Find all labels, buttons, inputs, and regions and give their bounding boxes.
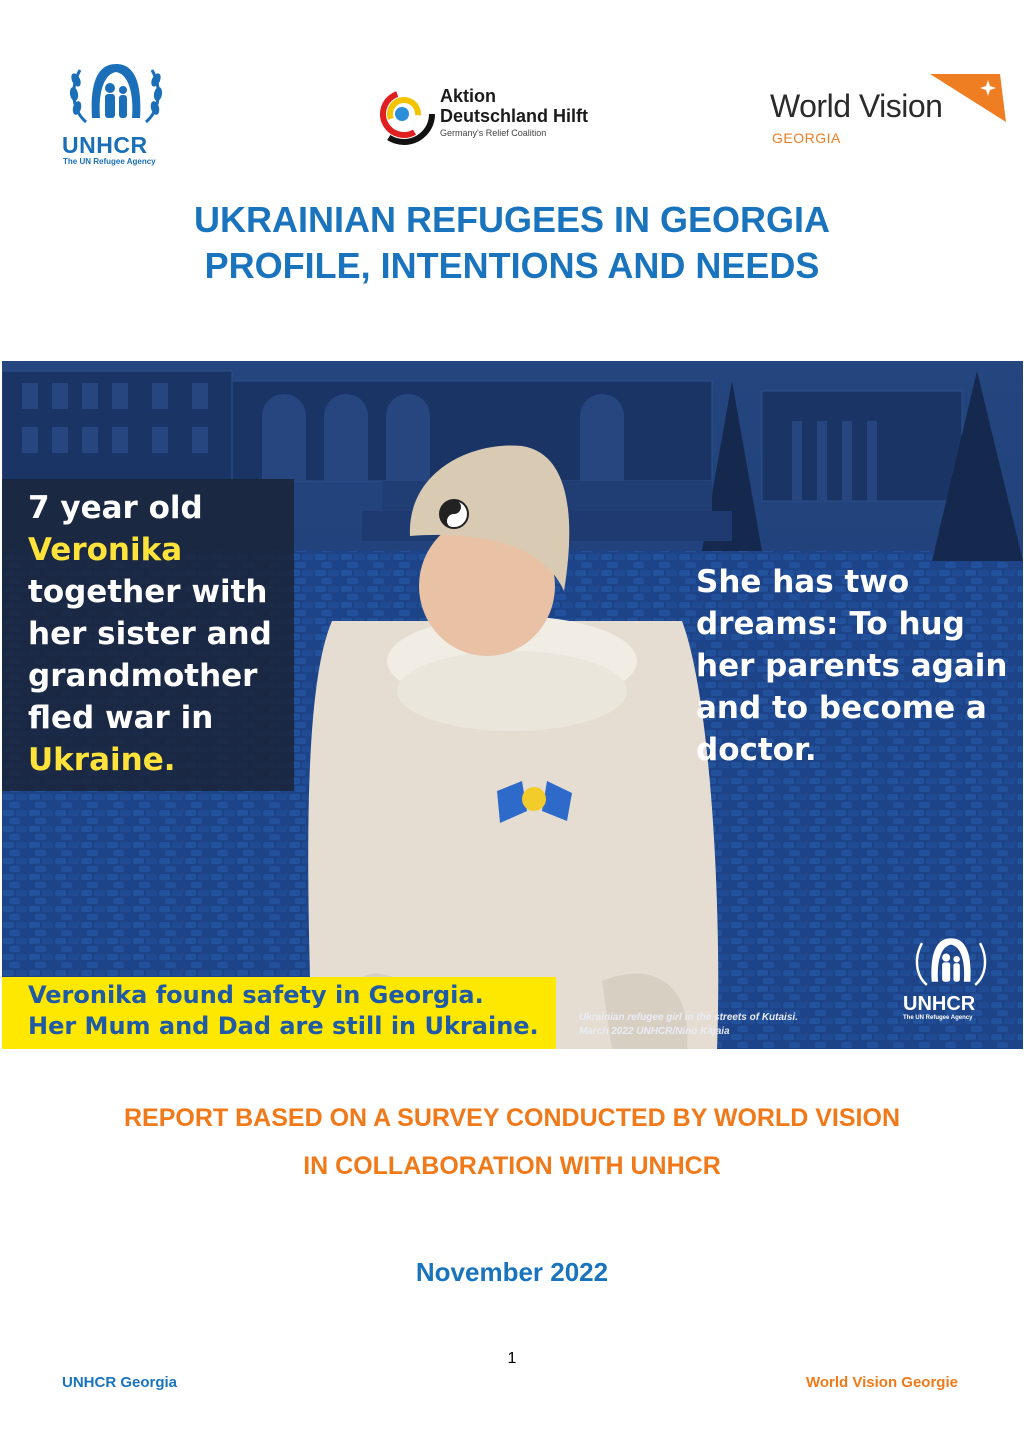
footer-left: UNHCR Georgia — [62, 1374, 178, 1391]
adh-swirl-icon — [372, 82, 436, 146]
right-caption-line3: her parents again — [696, 648, 1008, 684]
adh-line1: Aktion — [440, 86, 496, 106]
left-caption-line5: grandmother — [28, 658, 258, 694]
page-number: 1 — [507, 1350, 517, 1367]
report-title-line2: PROFILE, INTENTIONS AND NEEDS — [204, 245, 820, 286]
footer-right: World Vision Georgie — [806, 1374, 958, 1391]
report-title-line1: UKRAINIAN REFUGEES IN GEORGIA — [193, 199, 831, 240]
left-caption-name: Veronika — [28, 532, 183, 568]
left-caption-line1: 7 year old — [28, 490, 203, 526]
unhcr-tagline: The UN Refugee Agency — [63, 157, 156, 166]
unhcr-logo — [60, 60, 175, 170]
photo-credit-line2: March 2022 UNHCR/Nino Kajaia — [579, 1026, 730, 1037]
adh-line2: Deutschland Hilft — [440, 106, 589, 126]
banner-unhcr-wordmark: UNHCR — [903, 993, 976, 1015]
bottom-caption-line1: Veronika found safety in Georgia. — [28, 981, 484, 1009]
cover-photo-banner — [2, 361, 1023, 1049]
banner-unhcr-logo — [900, 935, 1000, 1025]
right-caption-line4: and to become a — [696, 690, 987, 726]
banner-unhcr-tagline: The UN Refugee Agency — [903, 1015, 973, 1021]
bottom-caption-line2: Her Mum and Dad are still in Ukraine. — [28, 1012, 539, 1040]
world-vision-logo — [770, 72, 1010, 152]
report-subtitle-line2: IN COLLABORATION WITH UNHCR — [303, 1152, 721, 1180]
world-vision-country: GEORGIA — [772, 130, 841, 146]
left-caption-line7: Ukraine. — [28, 742, 176, 778]
left-caption-line4: her sister and — [28, 616, 272, 652]
report-date: November 2022 — [415, 1257, 609, 1287]
unhcr-emblem-icon — [66, 60, 166, 132]
adh-tagline: Germany's Relief Coalition — [440, 128, 547, 138]
right-caption-line5: doctor. — [696, 732, 817, 768]
adh-logo — [372, 82, 612, 152]
unhcr-wordmark: UNHCR — [62, 132, 148, 158]
world-vision-name: World Vision — [770, 88, 943, 124]
right-caption-line1: She has two — [696, 564, 910, 600]
report-subtitle-line1: REPORT BASED ON A SURVEY CONDUCTED BY WORLD VISION — [123, 1104, 900, 1132]
left-caption-line6: fled war in — [28, 700, 214, 736]
unhcr-emblem-icon — [906, 935, 996, 993]
right-caption-line2: dreams: To hug — [696, 606, 965, 642]
left-caption-line3: together with — [28, 574, 268, 610]
photo-credit-line1: Ukrainian refugee girl in the streets of Kutaisi. — [579, 1012, 798, 1023]
